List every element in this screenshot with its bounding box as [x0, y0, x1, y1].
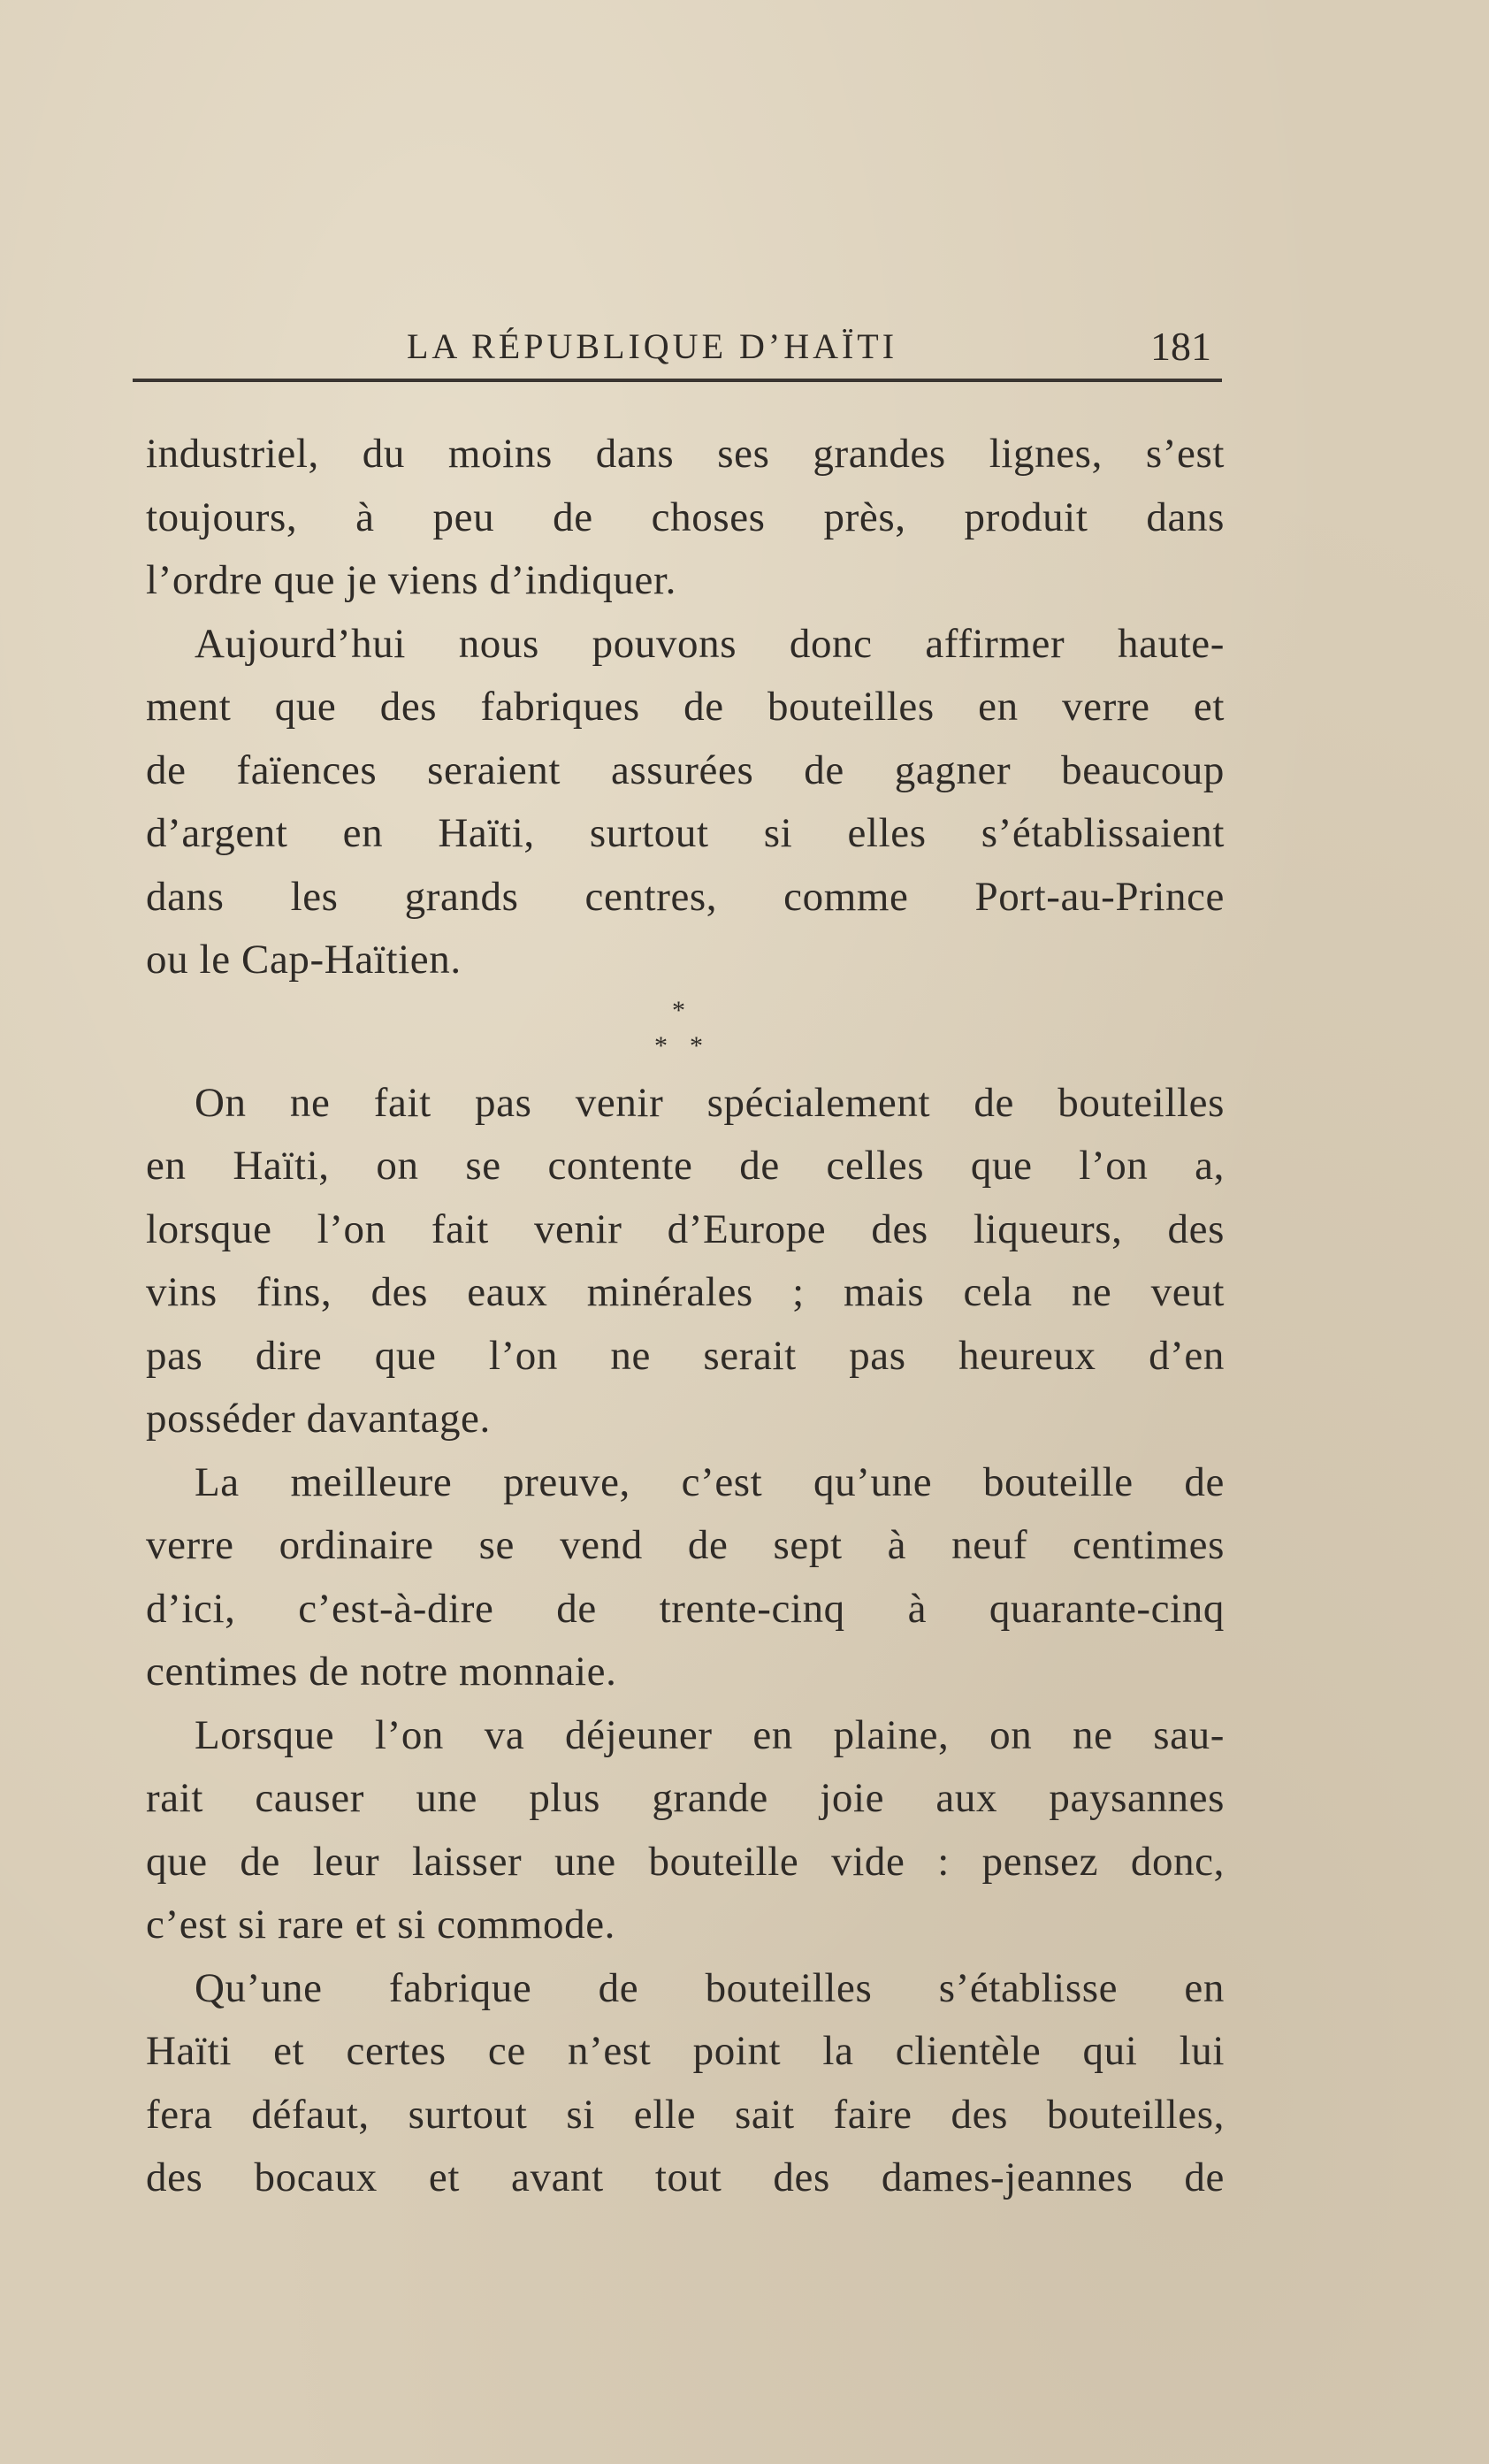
page-number: 181 — [1150, 324, 1211, 369]
paragraph-1 — [146, 423, 1225, 613]
text-line: que de leur laisser une bouteille vide : pensez donc, — [146, 1838, 1225, 1885]
text-line: vins fins, des eaux minérales ; mais cela ne veut — [146, 1269, 1225, 1315]
header-rule — [133, 379, 1222, 382]
text-line: La meilleure preuve, c’est qu’une bouteille de — [195, 1458, 1225, 1505]
text-line: rait causer une plus grande joie aux paysannes — [146, 1775, 1225, 1821]
paragraph-3 — [146, 1072, 1225, 1451]
text-line: toujours, à peu de choses près, produit dans — [146, 494, 1225, 540]
paragraph-4 — [146, 1451, 1225, 1704]
asterism-star: * — [654, 1030, 668, 1060]
paragraph-5 — [146, 1704, 1225, 1957]
text-line: c’est si rare et si commode. — [146, 1902, 615, 1947]
text-line: fera défaut, surtout si elle sait faire des bouteilles, — [146, 2091, 1225, 2138]
text-line: d’argent en Haïti, surtout si elles s’établissaient — [146, 810, 1225, 856]
text-line: ou le Cap-Haïtien. — [146, 937, 462, 983]
paragraph-6 — [146, 1957, 1225, 2210]
text-line: des bocaux et avant tout des dames-jeannes de — [146, 2154, 1225, 2200]
text-line: dans les grands centres, comme Port-au-Prince — [146, 873, 1225, 920]
text-line: ment que des fabriques de bouteilles en verre et — [146, 684, 1225, 730]
text-line: verre ordinaire se vend de sept à neuf centimes — [146, 1522, 1225, 1568]
text-line: de faïences seraient assurées de gagner beaucoup — [146, 746, 1225, 793]
asterism-divider — [146, 992, 1225, 1072]
text-line: posséder davantage. — [146, 1396, 491, 1442]
text-line: d’ici, c’est-à-dire de trente-cinq à quarante-cinq — [146, 1585, 1225, 1632]
text-line: l’ordre que je viens d’indiquer. — [146, 557, 676, 603]
text-line: Qu’une fabrique de bouteilles s’établisse en — [195, 1964, 1225, 2011]
paragraph-2 — [146, 613, 1225, 992]
body-text — [146, 423, 1225, 2210]
text-line: Aujourd’hui nous pouvons donc affirmer haute- — [195, 620, 1225, 667]
text-line: Lorsque l’on va déjeuner en plaine, on ne sau- — [195, 1711, 1225, 1758]
text-line: pas dire que l’on ne serait pas heureux d’en — [146, 1332, 1225, 1379]
text-line: On ne fait pas venir spécialement de bouteilles — [195, 1079, 1225, 1126]
text-line: Haïti et certes ce n’est point la clientèle qui lui — [146, 2028, 1225, 2074]
text-line: centimes de notre monnaie. — [146, 1649, 617, 1695]
text-line: lorsque l’on fait venir d’Europe des liqueurs, des — [146, 1205, 1225, 1252]
text-line: industriel, du moins dans ses grandes lignes, s’est — [146, 431, 1225, 477]
asterism-star: * — [690, 1030, 703, 1060]
text-line: en Haïti, on se contente de celles que l’on a, — [146, 1143, 1225, 1189]
running-header — [133, 320, 1220, 373]
running-title: LA RÉPUBLIQUE D’HAÏTI — [407, 326, 898, 366]
asterism-star: * — [672, 995, 685, 1025]
